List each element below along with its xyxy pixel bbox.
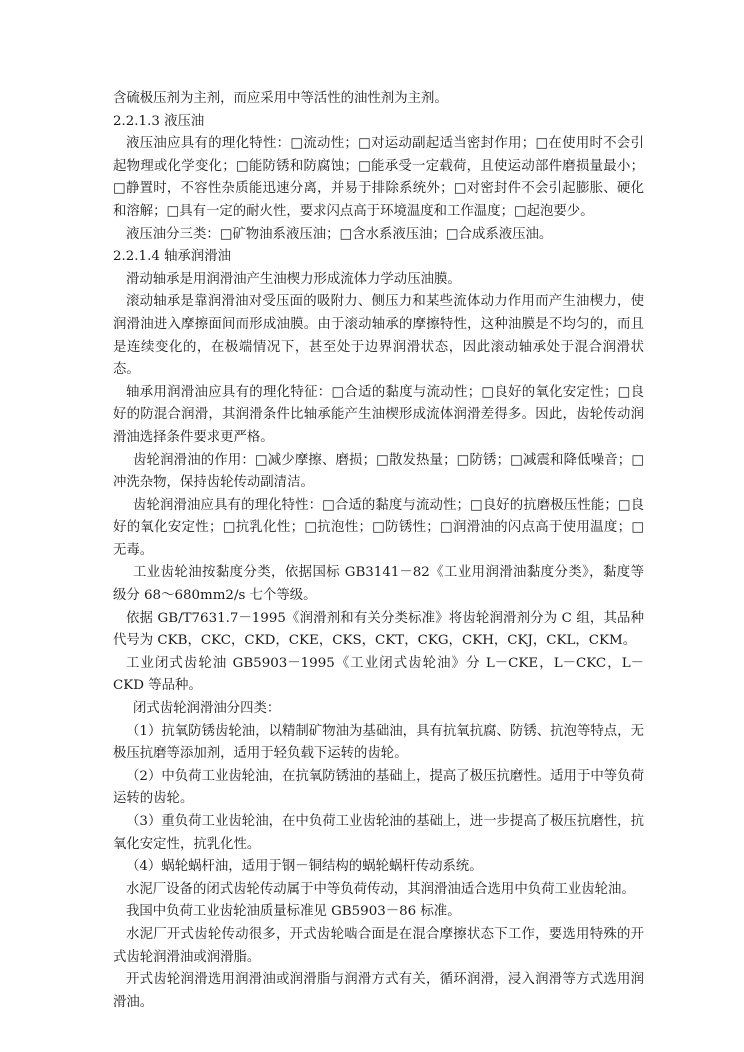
list-item: （4）蜗轮蜗杆油，适用于钢－铜结构的蜗轮蜗杆传动系统。: [126, 859, 483, 875]
paragraph: 齿轮润滑油应具有的理化特性：□合适的黏度与流动性；□良好的抗磨极压性能；□良好的氧化安定性；□抗乳化性；□抗泡性；□防锈性；□润滑油的闪点高于使用温度；□无毒。: [113, 497, 644, 558]
paragraph: 闭式齿轮润滑油分四类：: [133, 701, 281, 717]
paragraph: 液压油应具有的理化特性：□流动性；□对运动副起适当密封作用；□在使用时不会引起物理或化学变化；□能防锈和防腐蚀；□能承受一定载荷，且使运动部件磨损量最小；□静置时，不容性杂质能迅速分离，并易于排除系统外；□对密封件不会引起膨胀、硬化和溶解；□具有一定的耐火性，要求闪点高于环境温度和工作温度；□起泡要少。: [113, 136, 644, 219]
paragraph: 滚动轴承是靠润滑油对受压面的吸附力、侧压力和某些流体动力作用而产生油楔力，使润滑油进入摩擦面间而形成油膜。由于滚动轴承的摩擦特性，这种油膜是不均匀的，而且是连续变化的，在极端情况下，甚至处于边界润滑状态，因此滚动轴承处于混合润滑状态。: [113, 294, 644, 378]
paragraph: 工业闭式齿轮油 GB5903－1995《工业闭式齿轮油》分 L－CKE，L－CKC，L－CKD 等品种。: [113, 655, 644, 694]
list-item: （3）重负荷工业齿轮油，在中负荷工业齿轮油的基础上，进一步提高了极压抗磨性，抗氧化安定性，抗乳化性。: [113, 814, 644, 852]
paragraph: 液压油分三类：□矿物油系液压油；□含水系液压油；□合成系液压油。: [126, 226, 553, 242]
paragraph: 轴承用润滑油应具有的理化特征：□合适的黏度与流动性；□良好的氧化安定性；□良好的防混合润滑，其润滑条件比轴承能产生油楔形成流体润滑差得多。因此，齿轮传动润滑油选择条件要求更严格。: [113, 384, 644, 445]
paragraph: 齿轮润滑油的作用：□减少摩擦、磨损；□散发热量；□防锈；□减震和降低噪音；□冲洗杂物，保持齿轮传动副清洁。: [113, 452, 644, 491]
section-heading: 2.2.1.3 液压油: [113, 113, 205, 129]
paragraph: 含硫极压剂为主剂，而应采用中等活性的油性剂为主剂。: [113, 91, 448, 106]
paragraph: 工业齿轮油按黏度分类，依据国标 GB3141－82《工业用润滑油黏度分类》，黏度等级分 68～680mm2/s 七个等级。: [113, 565, 644, 604]
paragraph: 依据 GB/T7631.7－1995《润滑剂和有关分类标准》将齿轮润滑剂分为 C 组，其品种代号为 CKB，CKC，CKD，CKE，CKS，CKT，CKG，CKH，CKJ，CKL，CKM。: [113, 610, 644, 649]
list-item: （2）中负荷工业齿轮油，在抗氧防锈油的基础上，提高了极压抗磨性。适用于中等负荷运转的齿轮。: [113, 768, 644, 807]
paragraph: 我国中负荷工业齿轮油质量标准见 GB5903－86 标准。: [126, 904, 461, 920]
paragraph: 滑动轴承是用润滑油产生油楔力形成流体力学动压油膜。: [126, 271, 461, 287]
paragraph: 开式齿轮润滑选用润滑油或润滑脂与润滑方式有关，循环润滑，浸入润滑等方式选用润滑油。: [113, 972, 644, 1010]
paragraph: 水泥厂设备的闭式齿轮传动属于中等负荷传动，其润滑油适合选用中负荷工业齿轮油。: [126, 881, 635, 897]
paragraph: 水泥厂开式齿轮传动很多，开式齿轮啮合面是在混合摩擦状态下工作，要选用特殊的开式齿轮润滑油或润滑脂。: [113, 926, 644, 965]
list-item: （1）抗氧防锈齿轮油，以精制矿物油为基础油，具有抗氧抗腐、防锈、抗泡等特点，无极压抗磨等添加剂，适用于轻负载下运转的齿轮。: [113, 723, 644, 762]
section-heading: 2.2.1.4 轴承润滑油: [113, 249, 232, 265]
